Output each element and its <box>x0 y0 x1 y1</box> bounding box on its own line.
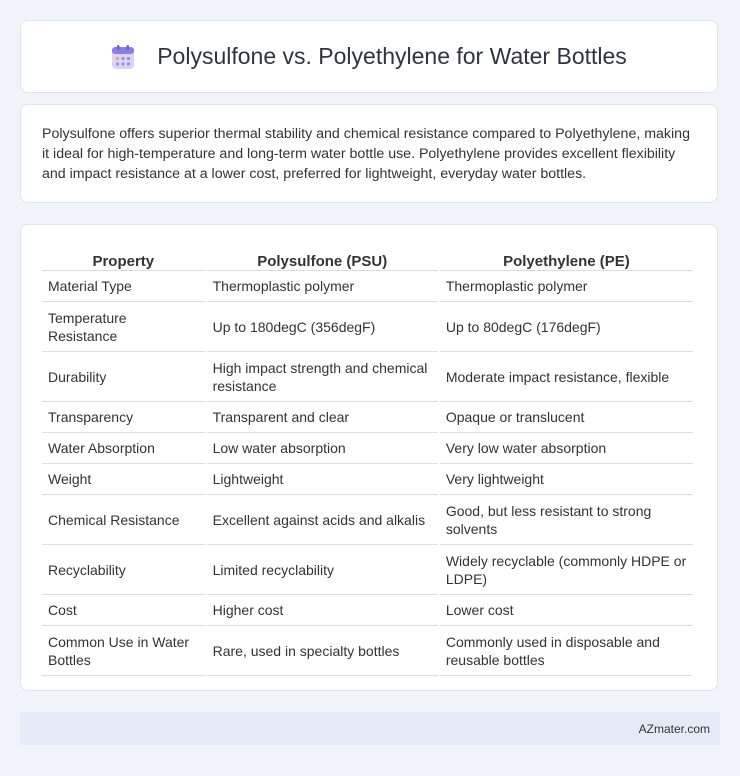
polyethylene-cell: Widely recyclable (commonly HDPE or LDPE) <box>440 545 693 595</box>
table-row <box>42 626 693 676</box>
table-row <box>42 352 693 402</box>
polysulfone-cell: Low water absorption <box>207 433 438 464</box>
property-cell: Weight <box>42 464 205 495</box>
polyethylene-cell: Commonly used in disposable and reusable bottles <box>440 626 693 676</box>
property-cell: Transparency <box>42 402 205 433</box>
table-row <box>42 495 693 545</box>
polysulfone-cell: Excellent against acids and alkalis <box>207 495 438 545</box>
polyethylene-cell: Very low water absorption <box>440 433 693 464</box>
table-row <box>42 302 693 352</box>
table-row <box>42 595 693 626</box>
property-cell: Material Type <box>42 271 205 302</box>
summary-text: Polysulfone offers superior thermal stability and chemical resistance compared to Polyethylene, making it ideal for high-temperature and long-term water bottle use. Polyethylene provides excellent flexibility and impact resistance at a lower cost, preferred for lightweight, everyday water bottles. <box>42 126 690 182</box>
page-title: Polysulfone vs. Polyethylene for Water Bottles <box>157 43 627 69</box>
table-row <box>42 464 693 495</box>
polyethylene-cell: Up to 80degC (176degF) <box>440 302 693 352</box>
polysulfone-cell: Rare, used in specialty bottles <box>207 626 438 676</box>
polysulfone-cell: Lightweight <box>207 464 438 495</box>
summary-card <box>20 104 718 203</box>
calendar-icon <box>111 44 135 70</box>
polysulfone-cell: Limited recyclability <box>207 545 438 595</box>
polyethylene-cell: Good, but less resistant to strong solvents <box>440 495 693 545</box>
polyethylene-cell: Thermoplastic polymer <box>440 271 693 302</box>
polysulfone-cell: Thermoplastic polymer <box>207 271 438 302</box>
property-cell: Cost <box>42 595 205 626</box>
comparison-table-card <box>20 224 718 691</box>
footer-site-label: AZmater.com <box>638 721 710 736</box>
polysulfone-cell: Higher cost <box>207 595 438 626</box>
header-polysulfone: Polysulfone (PSU) <box>207 245 438 271</box>
header-property: Property <box>42 245 205 271</box>
property-cell: Durability <box>42 352 205 402</box>
property-cell: Recyclability <box>42 545 205 595</box>
table-row <box>42 433 693 464</box>
polysulfone-cell: Up to 180degC (356degF) <box>207 302 438 352</box>
property-cell: Water Absorption <box>42 433 205 464</box>
polyethylene-cell: Very lightweight <box>440 464 693 495</box>
title-card <box>20 20 718 93</box>
polyethylene-cell: Opaque or translucent <box>440 402 693 433</box>
table-row <box>42 545 693 595</box>
polysulfone-cell: High impact strength and chemical resistance <box>207 352 438 402</box>
polyethylene-cell: Moderate impact resistance, flexible <box>440 352 693 402</box>
property-cell: Chemical Resistance <box>42 495 205 545</box>
property-cell: Common Use in Water Bottles <box>42 626 205 676</box>
polysulfone-cell: Transparent and clear <box>207 402 438 433</box>
property-cell: Temperature Resistance <box>42 302 205 352</box>
footer <box>20 712 720 745</box>
table-row <box>42 271 693 302</box>
table-header-row <box>42 245 693 271</box>
comparison-table <box>40 245 695 676</box>
header-polyethylene: Polyethylene (PE) <box>440 245 693 271</box>
polyethylene-cell: Lower cost <box>440 595 693 626</box>
table-row <box>42 402 693 433</box>
